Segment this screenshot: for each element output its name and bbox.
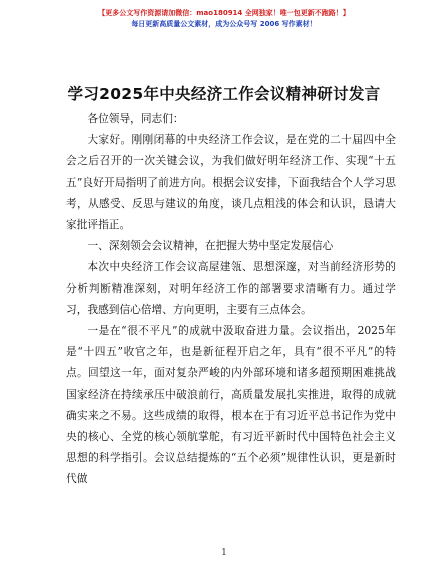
document-body: [66, 108, 396, 490]
banner-line-1: 【更多公文写作资源请加微信：mao180914 全网独家！唯一包更新不跑路！】: [98, 9, 350, 17]
greeting: 各位领导，同志们：: [87, 112, 184, 125]
point-one-rest: 回望这一年，面对复杂严峻的内外部环境和诸多超预期困难挑战国家经济在持续承压中破浪前行，高质量发展扎实推进，取得的成就确实来之不易。这些成绩的取得，根本在于有习近平总书记作为党中央的核心、全党的核心领航掌舵，有习近平新时代中国特色社会主义思想的科学指引。会议总结提炼的“五个必须”规律性认识，更是新时代做: [66, 366, 396, 486]
paragraph-point-one: [66, 320, 396, 490]
banner-line-2: 每日更新高质量公文素材，成为公众号写 2006 写作素材！: [131, 20, 317, 28]
page-number: 1: [221, 548, 227, 558]
paragraph-intro: 大家好。刚刚闭幕的中央经济工作会议，是在党的二十届四中全会之后召开的一次关键会议，为我们做好明年经济工作、实现“十五五”良好开局指明了前进方向。根据会议安排，下面我结合个人学习思考，从感受、反思与建议的角度，谈几点粗浅的体会和认识，恳请大家批评指正。: [66, 133, 396, 232]
point-one-lead: 一是在“很不平凡”的成就中汲取奋进力量。会议指出，: [87, 324, 358, 338]
point-one-key-sentence: 2025年是“十四五”收官之年，也是新征程开启之年，具有“很不平凡”的特点。: [66, 324, 397, 380]
promo-banner: [0, 8, 448, 30]
paragraph-section-intro: 本次中央经济工作会议高屋建瓴、思想深邃，对当前经济形势的分析判断精准深刻，对明年经济工作的部署要求清晰有力。通过学习，我感到信心倍增、方向更明，主要有三点体会。: [66, 260, 396, 316]
section-heading: 一、深刻领会会议精神，在把握大势中坚定发展信心: [87, 239, 334, 253]
document-title: 学习2025年中央经济工作会议精神研讨发言: [67, 85, 381, 103]
